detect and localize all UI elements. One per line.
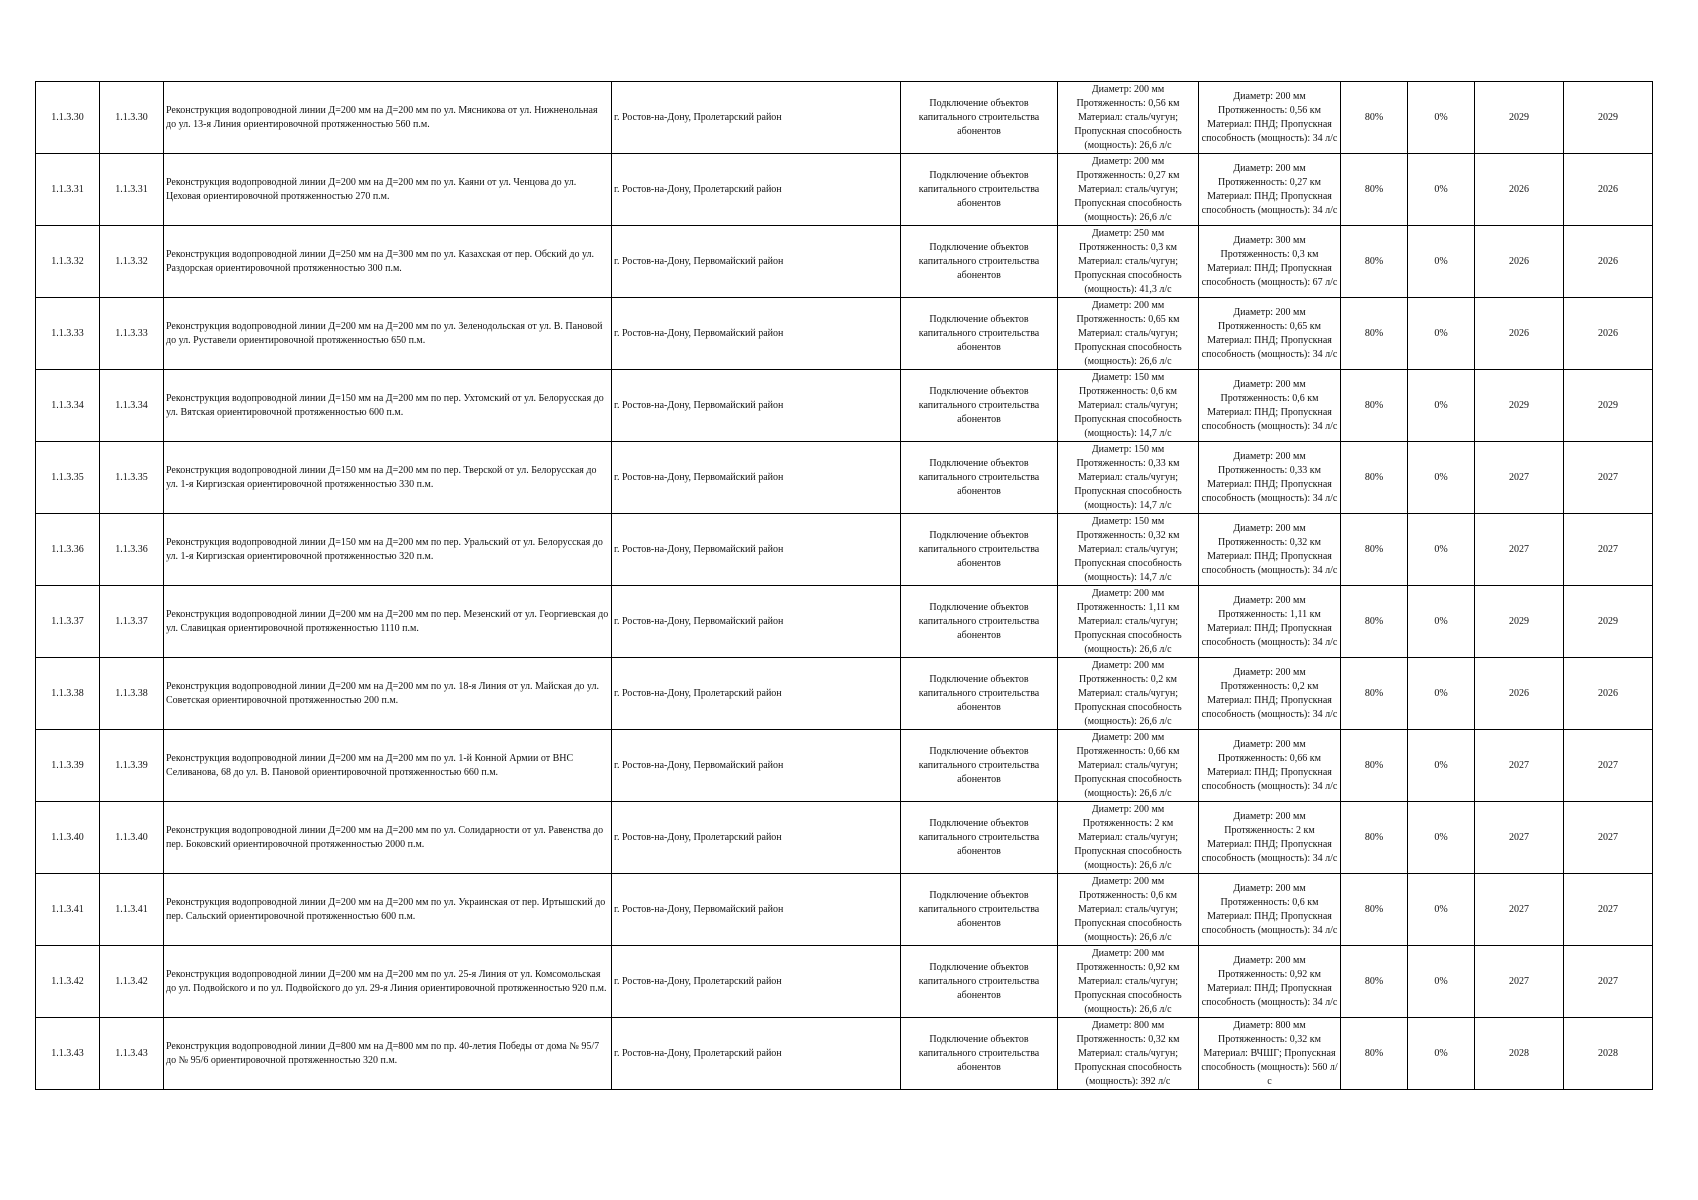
location-cell: г. Ростов-на-Дону, Первомайский район (612, 298, 901, 370)
percent-cell: 0% (1408, 514, 1475, 586)
after-params-cell: Диаметр: 200 мм Протяженность: 0,32 км Материал: ПНД; Пропускная способность (мощность): 34 л/с (1199, 514, 1341, 586)
end-year-cell: 2027 (1564, 874, 1653, 946)
location-cell: г. Ростов-на-Дону, Первомайский район (612, 586, 901, 658)
row-code-cell: 1.1.3.37 (100, 586, 164, 658)
percent-cell: 0% (1408, 82, 1475, 154)
purpose-cell: Подключение объектов капитального строительства абонентов (901, 226, 1058, 298)
before-params-cell: Диаметр: 150 мм Протяженность: 0,6 км Материал: сталь/чугун; Пропускная способность (мощность): 14,7 л/с (1058, 370, 1199, 442)
project-name-cell: Реконструкция водопроводной линии Д=200 мм на Д=200 мм по ул. Солидарности от ул. Равенства до пер. Боковский ориентировочной протяженностью 2000 п.м. (164, 802, 612, 874)
before-params-cell: Диаметр: 150 мм Протяженность: 0,33 км Материал: сталь/чугун; Пропускная способность (мощность): 14,7 л/с (1058, 442, 1199, 514)
start-year-cell: 2027 (1475, 442, 1564, 514)
percent-cell: 0% (1408, 946, 1475, 1018)
percent-cell: 80% (1341, 658, 1408, 730)
row-code-cell: 1.1.3.30 (100, 82, 164, 154)
start-year-cell: 2027 (1475, 730, 1564, 802)
before-params-cell: Диаметр: 200 мм Протяженность: 2 км Материал: сталь/чугун; Пропускная способность (мощность): 26,6 л/с (1058, 802, 1199, 874)
before-params-cell: Диаметр: 200 мм Протяженность: 0,27 км Материал: сталь/чугун; Пропускная способность (мощность): 26,6 л/с (1058, 154, 1199, 226)
before-params-cell: Диаметр: 200 мм Протяженность: 0,6 км Материал: сталь/чугун; Пропускная способность (мощность): 26,6 л/с (1058, 874, 1199, 946)
table-row (36, 82, 1653, 154)
purpose-cell: Подключение объектов капитального строительства абонентов (901, 298, 1058, 370)
percent-cell: 80% (1341, 874, 1408, 946)
after-params-cell: Диаметр: 200 мм Протяженность: 0,56 км Материал: ПНД; Пропускная способность (мощность): 34 л/с (1199, 82, 1341, 154)
purpose-cell: Подключение объектов капитального строительства абонентов (901, 442, 1058, 514)
after-params-cell: Диаметр: 800 мм Протяженность: 0,32 км Материал: ВЧШГ; Пропускная способность (мощность): 560 л/с (1199, 1018, 1341, 1090)
before-params-cell: Диаметр: 200 мм Протяженность: 0,65 км Материал: сталь/чугун; Пропускная способность (мощность): 26,6 л/с (1058, 298, 1199, 370)
start-year-cell: 2029 (1475, 586, 1564, 658)
purpose-cell: Подключение объектов капитального строительства абонентов (901, 514, 1058, 586)
project-name-cell: Реконструкция водопроводной линии Д=200 мм на Д=200 мм по пер. Мезенский от ул. Георгиевская до ул. Славицкая ориентировочной протяженностью 1110 п.м. (164, 586, 612, 658)
purpose-cell: Подключение объектов капитального строительства абонентов (901, 946, 1058, 1018)
row-code-cell: 1.1.3.34 (100, 370, 164, 442)
end-year-cell: 2027 (1564, 442, 1653, 514)
row-code-cell: 1.1.3.36 (100, 514, 164, 586)
before-params-cell: Диаметр: 250 мм Протяженность: 0,3 км Материал: сталь/чугун; Пропускная способность (мощность): 41,3 л/с (1058, 226, 1199, 298)
row-number-cell: 1.1.3.31 (36, 154, 100, 226)
end-year-cell: 2026 (1564, 658, 1653, 730)
percent-cell: 80% (1341, 1018, 1408, 1090)
project-name-cell: Реконструкция водопроводной линии Д=800 мм на Д=800 мм по пр. 40-летия Победы от дома № 95/7 до № 95/6 ориентировочной протяженностью 320 п.м. (164, 1018, 612, 1090)
table-row (36, 874, 1653, 946)
percent-cell: 0% (1408, 226, 1475, 298)
location-cell: г. Ростов-на-Дону, Пролетарский район (612, 658, 901, 730)
row-number-cell: 1.1.3.42 (36, 946, 100, 1018)
before-params-cell: Диаметр: 200 мм Протяженность: 1,11 км Материал: сталь/чугун; Пропускная способность (мощность): 26,6 л/с (1058, 586, 1199, 658)
percent-cell: 0% (1408, 370, 1475, 442)
purpose-cell: Подключение объектов капитального строительства абонентов (901, 802, 1058, 874)
after-params-cell: Диаметр: 200 мм Протяженность: 0,6 км Материал: ПНД; Пропускная способность (мощность): 34 л/с (1199, 874, 1341, 946)
table-row (36, 730, 1653, 802)
end-year-cell: 2029 (1564, 586, 1653, 658)
row-number-cell: 1.1.3.38 (36, 658, 100, 730)
table-body (36, 82, 1653, 1090)
project-name-cell: Реконструкция водопроводной линии Д=150 мм на Д=200 мм по пер. Тверской от ул. Белорусская до ул. 1-я Киргизская ориентировочной протяженностью 330 п.м. (164, 442, 612, 514)
end-year-cell: 2027 (1564, 802, 1653, 874)
end-year-cell: 2026 (1564, 298, 1653, 370)
purpose-cell: Подключение объектов капитального строительства абонентов (901, 370, 1058, 442)
table-row (36, 370, 1653, 442)
table-row (36, 154, 1653, 226)
percent-cell: 0% (1408, 154, 1475, 226)
percent-cell: 0% (1408, 586, 1475, 658)
row-code-cell: 1.1.3.39 (100, 730, 164, 802)
row-number-cell: 1.1.3.35 (36, 442, 100, 514)
after-params-cell: Диаметр: 200 мм Протяженность: 0,27 км Материал: ПНД; Пропускная способность (мощность): 34 л/с (1199, 154, 1341, 226)
after-params-cell: Диаметр: 200 мм Протяженность: 0,66 км Материал: ПНД; Пропускная способность (мощность): 34 л/с (1199, 730, 1341, 802)
row-number-cell: 1.1.3.41 (36, 874, 100, 946)
after-params-cell: Диаметр: 200 мм Протяженность: 0,65 км Материал: ПНД; Пропускная способность (мощность): 34 л/с (1199, 298, 1341, 370)
percent-cell: 0% (1408, 658, 1475, 730)
row-code-cell: 1.1.3.40 (100, 802, 164, 874)
after-params-cell: Диаметр: 200 мм Протяженность: 0,2 км Материал: ПНД; Пропускная способность (мощность): 34 л/с (1199, 658, 1341, 730)
end-year-cell: 2027 (1564, 514, 1653, 586)
row-code-cell: 1.1.3.42 (100, 946, 164, 1018)
location-cell: г. Ростов-на-Дону, Первомайский район (612, 370, 901, 442)
start-year-cell: 2026 (1475, 154, 1564, 226)
percent-cell: 0% (1408, 874, 1475, 946)
project-name-cell: Реконструкция водопроводной линии Д=250 мм на Д=300 мм по ул. Казахская от пер. Обский до ул. Раздорская ориентировочной протяженностью 300 п.м. (164, 226, 612, 298)
after-params-cell: Диаметр: 300 мм Протяженность: 0,3 км Материал: ПНД; Пропускная способность (мощность): 67 л/с (1199, 226, 1341, 298)
before-params-cell: Диаметр: 200 мм Протяженность: 0,2 км Материал: сталь/чугун; Пропускная способность (мощность): 26,6 л/с (1058, 658, 1199, 730)
row-number-cell: 1.1.3.43 (36, 1018, 100, 1090)
location-cell: г. Ростов-на-Дону, Пролетарский район (612, 802, 901, 874)
projects-table (35, 81, 1653, 1090)
table-row (36, 946, 1653, 1018)
before-params-cell: Диаметр: 150 мм Протяженность: 0,32 км Материал: сталь/чугун; Пропускная способность (мощность): 14,7 л/с (1058, 514, 1199, 586)
project-name-cell: Реконструкция водопроводной линии Д=200 мм на Д=200 мм по ул. 1-й Конной Армии от ВНС Селиванова, 68 до ул. В. Пановой ориентировочной протяженностью 660 п.м. (164, 730, 612, 802)
percent-cell: 0% (1408, 298, 1475, 370)
location-cell: г. Ростов-на-Дону, Первомайский район (612, 514, 901, 586)
row-number-cell: 1.1.3.34 (36, 370, 100, 442)
row-code-cell: 1.1.3.38 (100, 658, 164, 730)
location-cell: г. Ростов-на-Дону, Первомайский район (612, 226, 901, 298)
start-year-cell: 2026 (1475, 658, 1564, 730)
table-row (36, 1018, 1653, 1090)
location-cell: г. Ростов-на-Дону, Пролетарский район (612, 154, 901, 226)
table-row (36, 298, 1653, 370)
percent-cell: 80% (1341, 514, 1408, 586)
purpose-cell: Подключение объектов капитального строительства абонентов (901, 154, 1058, 226)
location-cell: г. Ростов-на-Дону, Первомайский район (612, 730, 901, 802)
percent-cell: 0% (1408, 802, 1475, 874)
purpose-cell: Подключение объектов капитального строительства абонентов (901, 586, 1058, 658)
project-name-cell: Реконструкция водопроводной линии Д=150 мм на Д=200 мм по пер. Уральский от ул. Белорусская до ул. 1-я Киргизская ориентировочной протяженностью 320 п.м. (164, 514, 612, 586)
row-code-cell: 1.1.3.31 (100, 154, 164, 226)
start-year-cell: 2027 (1475, 802, 1564, 874)
purpose-cell: Подключение объектов капитального строительства абонентов (901, 82, 1058, 154)
location-cell: г. Ростов-на-Дону, Пролетарский район (612, 82, 901, 154)
row-number-cell: 1.1.3.39 (36, 730, 100, 802)
percent-cell: 80% (1341, 298, 1408, 370)
after-params-cell: Диаметр: 200 мм Протяженность: 0,33 км Материал: ПНД; Пропускная способность (мощность): 34 л/с (1199, 442, 1341, 514)
project-name-cell: Реконструкция водопроводной линии Д=200 мм на Д=200 мм по ул. Зеленодольская от ул. В. Пановой до ул. Руставели ориентировочной протяженностью 650 п.м. (164, 298, 612, 370)
project-name-cell: Реконструкция водопроводной линии Д=200 мм на Д=200 мм по ул. 25-я Линия от ул. Комсомольская до ул. Подвойского и по ул. Подвойского до ул. 29-я Линия ориентировочной протяженностью 920 п.м. (164, 946, 612, 1018)
percent-cell: 0% (1408, 730, 1475, 802)
row-number-cell: 1.1.3.40 (36, 802, 100, 874)
start-year-cell: 2026 (1475, 298, 1564, 370)
before-params-cell: Диаметр: 200 мм Протяженность: 0,92 км Материал: сталь/чугун; Пропускная способность (мощность): 26,6 л/с (1058, 946, 1199, 1018)
after-params-cell: Диаметр: 200 мм Протяженность: 0,6 км Материал: ПНД; Пропускная способность (мощность): 34 л/с (1199, 370, 1341, 442)
percent-cell: 80% (1341, 154, 1408, 226)
table-row (36, 442, 1653, 514)
project-name-cell: Реконструкция водопроводной линии Д=200 мм на Д=200 мм по ул. Каяни от ул. Ченцова до ул. Цеховая ориентировочной протяженностью 270 п.м. (164, 154, 612, 226)
start-year-cell: 2029 (1475, 370, 1564, 442)
before-params-cell: Диаметр: 200 мм Протяженность: 0,56 км Материал: сталь/чугун; Пропускная способность (мощность): 26,6 л/с (1058, 82, 1199, 154)
row-number-cell: 1.1.3.33 (36, 298, 100, 370)
table-row (36, 658, 1653, 730)
percent-cell: 80% (1341, 730, 1408, 802)
row-code-cell: 1.1.3.43 (100, 1018, 164, 1090)
before-params-cell: Диаметр: 200 мм Протяженность: 0,66 км Материал: сталь/чугун; Пропускная способность (мощность): 26,6 л/с (1058, 730, 1199, 802)
table-row (36, 226, 1653, 298)
start-year-cell: 2027 (1475, 946, 1564, 1018)
row-code-cell: 1.1.3.33 (100, 298, 164, 370)
purpose-cell: Подключение объектов капитального строительства абонентов (901, 874, 1058, 946)
location-cell: г. Ростов-на-Дону, Первомайский район (612, 442, 901, 514)
purpose-cell: Подключение объектов капитального строительства абонентов (901, 1018, 1058, 1090)
project-name-cell: Реконструкция водопроводной линии Д=150 мм на Д=200 мм по пер. Ухтомский от ул. Белорусская до ул. Вятская ориентировочной протяженностью 600 п.м. (164, 370, 612, 442)
row-code-cell: 1.1.3.41 (100, 874, 164, 946)
row-number-cell: 1.1.3.32 (36, 226, 100, 298)
end-year-cell: 2026 (1564, 154, 1653, 226)
end-year-cell: 2028 (1564, 1018, 1653, 1090)
after-params-cell: Диаметр: 200 мм Протяженность: 1,11 км Материал: ПНД; Пропускная способность (мощность): 34 л/с (1199, 586, 1341, 658)
project-name-cell: Реконструкция водопроводной линии Д=200 мм на Д=200 мм по ул. Украинская от пер. Иртышский до пер. Сальский ориентировочной протяженностью 600 п.м. (164, 874, 612, 946)
start-year-cell: 2027 (1475, 514, 1564, 586)
end-year-cell: 2029 (1564, 82, 1653, 154)
row-code-cell: 1.1.3.32 (100, 226, 164, 298)
percent-cell: 80% (1341, 370, 1408, 442)
row-code-cell: 1.1.3.35 (100, 442, 164, 514)
end-year-cell: 2027 (1564, 946, 1653, 1018)
location-cell: г. Ростов-на-Дону, Первомайский район (612, 874, 901, 946)
table-row (36, 802, 1653, 874)
percent-cell: 0% (1408, 442, 1475, 514)
table-row (36, 586, 1653, 658)
table-row (36, 514, 1653, 586)
start-year-cell: 2028 (1475, 1018, 1564, 1090)
start-year-cell: 2029 (1475, 82, 1564, 154)
start-year-cell: 2026 (1475, 226, 1564, 298)
row-number-cell: 1.1.3.36 (36, 514, 100, 586)
row-number-cell: 1.1.3.30 (36, 82, 100, 154)
percent-cell: 0% (1408, 1018, 1475, 1090)
purpose-cell: Подключение объектов капитального строительства абонентов (901, 658, 1058, 730)
percent-cell: 80% (1341, 82, 1408, 154)
after-params-cell: Диаметр: 200 мм Протяженность: 0,92 км Материал: ПНД; Пропускная способность (мощность): 34 л/с (1199, 946, 1341, 1018)
percent-cell: 80% (1341, 586, 1408, 658)
project-name-cell: Реконструкция водопроводной линии Д=200 мм на Д=200 мм по ул. 18-я Линия от ул. Майская до ул. Советская ориентировочной протяженностью 200 п.м. (164, 658, 612, 730)
purpose-cell: Подключение объектов капитального строительства абонентов (901, 730, 1058, 802)
end-year-cell: 2027 (1564, 730, 1653, 802)
end-year-cell: 2026 (1564, 226, 1653, 298)
location-cell: г. Ростов-на-Дону, Пролетарский район (612, 1018, 901, 1090)
start-year-cell: 2027 (1475, 874, 1564, 946)
location-cell: г. Ростов-на-Дону, Пролетарский район (612, 946, 901, 1018)
project-name-cell: Реконструкция водопроводной линии Д=200 мм на Д=200 мм по ул. Мясникова от ул. Нижненольная до ул. 13-я Линия ориентировочной протяженностью 560 п.м. (164, 82, 612, 154)
percent-cell: 80% (1341, 946, 1408, 1018)
row-number-cell: 1.1.3.37 (36, 586, 100, 658)
end-year-cell: 2029 (1564, 370, 1653, 442)
after-params-cell: Диаметр: 200 мм Протяженность: 2 км Материал: ПНД; Пропускная способность (мощность): 34 л/с (1199, 802, 1341, 874)
percent-cell: 80% (1341, 442, 1408, 514)
percent-cell: 80% (1341, 226, 1408, 298)
percent-cell: 80% (1341, 802, 1408, 874)
before-params-cell: Диаметр: 800 мм Протяженность: 0,32 км Материал: сталь/чугун; Пропускная способность (мощность): 392 л/с (1058, 1018, 1199, 1090)
